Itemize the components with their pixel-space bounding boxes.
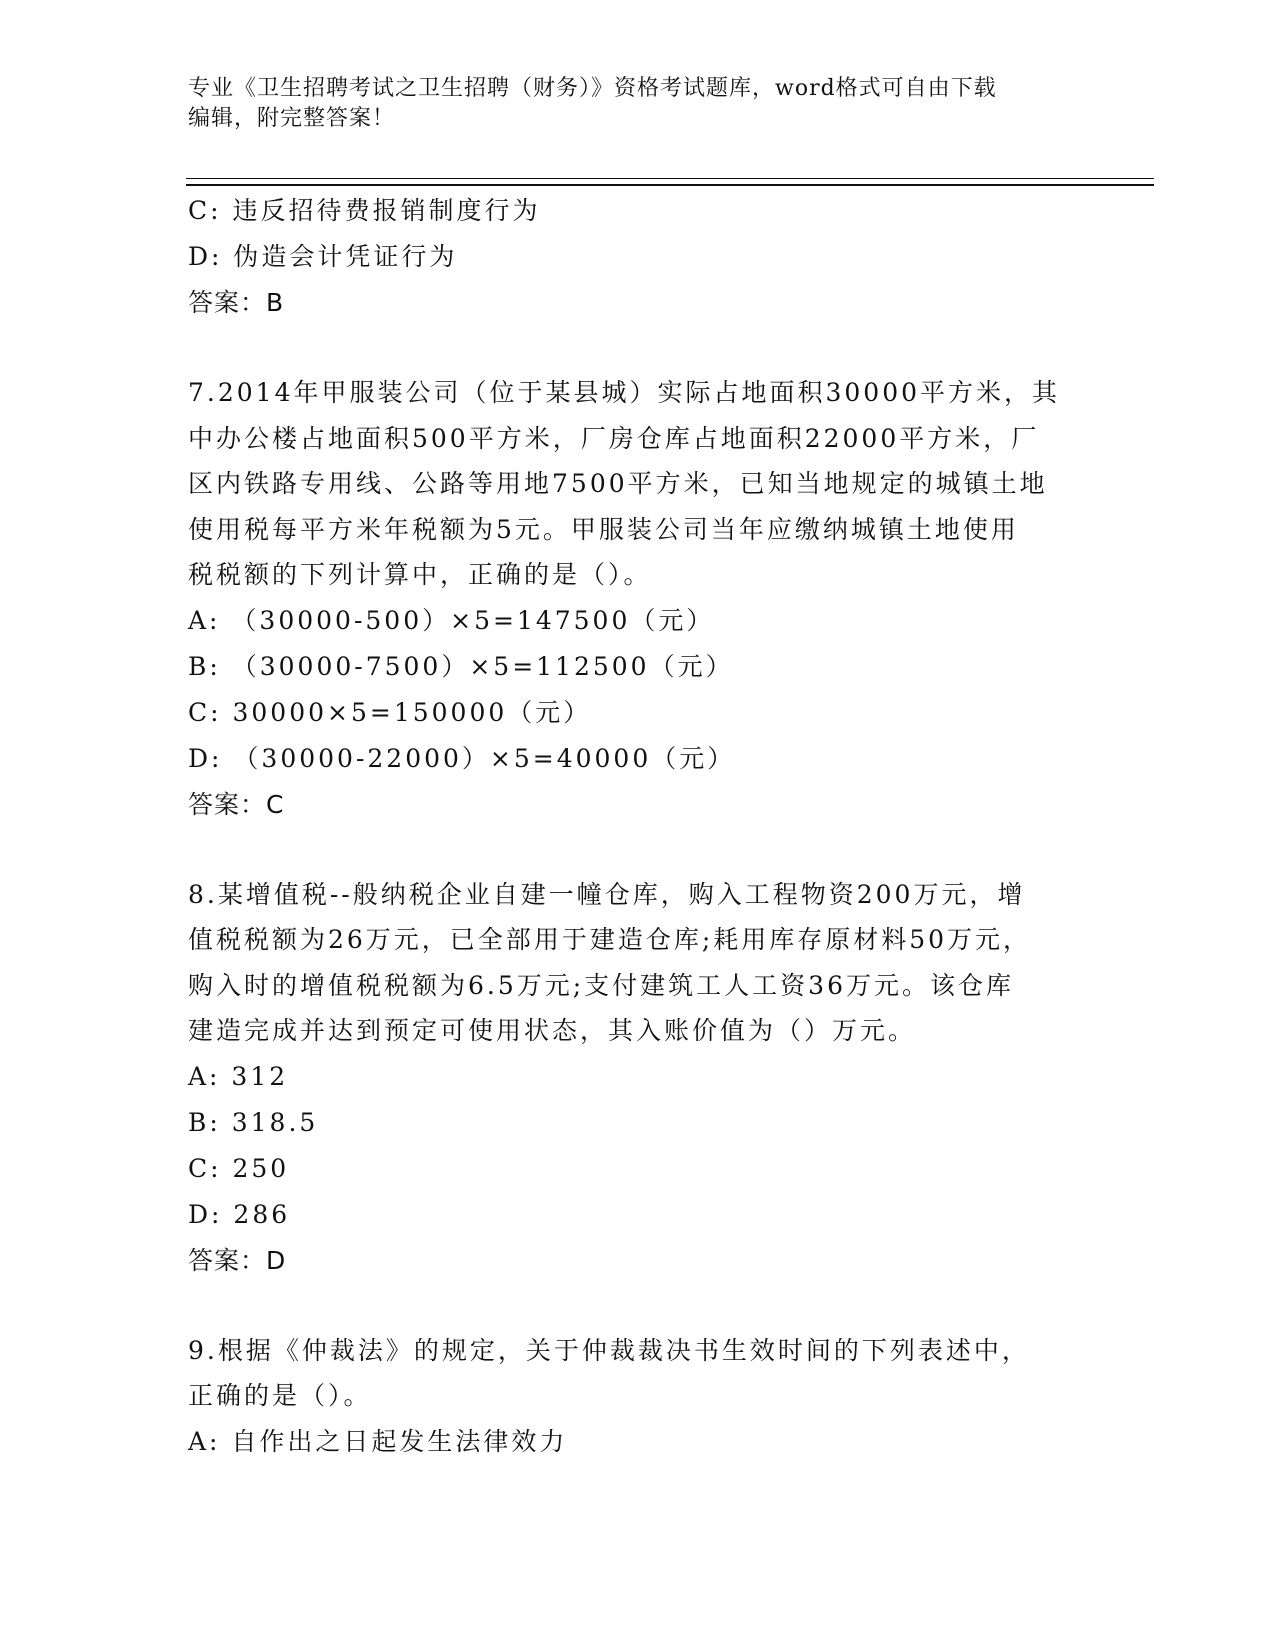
question-7 [188, 370, 1088, 828]
question-text-line: 9.根据《仲裁法》的规定，关于仲裁裁决书生效时间的下列表述中， [188, 1335, 1030, 1365]
question-text-line: 中办公楼占地面积500平方米，厂房仓库占地面积22000平方米，厂 [188, 423, 1040, 453]
header-line-1: 专业《卫生招聘考试之卫生招聘（财务）》资格考试题库，word格式可自由下载 [188, 76, 997, 101]
question-9 [188, 1328, 1088, 1465]
header-divider-thick [186, 184, 1154, 186]
option-b: B: 318.5 [188, 1107, 319, 1137]
question-text-line: 区内铁路专用线、公路等用地7500平方米，已知当地规定的城镇土地 [188, 469, 1048, 498]
question-8 [188, 872, 1088, 1284]
question-text-line: 建造完成并达到预定可使用状态，其入账价值为（）万元。 [188, 1016, 917, 1045]
document-header [188, 74, 1088, 134]
option-a: A: 自作出之日起发生法律效力 [188, 1426, 568, 1456]
option-d: D: （30000-22000）×5=40000（元） [188, 743, 736, 773]
question-text-line: 税税额的下列计算中，正确的是（）。 [188, 560, 652, 589]
option-a: A: （30000-500）×5=147500（元） [188, 605, 715, 635]
option-c: C: 30000×5=150000（元） [188, 697, 592, 727]
question-text-line: 购入时的增值税税额为6.5万元;支付建筑工人工资36万元。该仓库 [188, 970, 1014, 1000]
question-spacer [188, 326, 1088, 370]
answer-label: 答案：C [188, 789, 285, 819]
option-d: D: 伪造会计凭证行为 [188, 242, 458, 271]
answer-label: 答案：B [188, 288, 285, 317]
header-line-2: 编辑，附完整答案！ [188, 106, 396, 131]
header-divider-thin [186, 178, 1154, 179]
question-content [188, 188, 1088, 1465]
option-a: A: 312 [188, 1061, 289, 1091]
question-6-tail [188, 188, 1088, 326]
question-text [188, 370, 1088, 598]
option-d: D: 286 [188, 1199, 291, 1229]
question-spacer [188, 1284, 1088, 1328]
question-text [188, 872, 1088, 1054]
question-text-line: 7.2014年甲服装公司（位于某县城）实际占地面积30000平方米，其 [188, 378, 1061, 407]
question-spacer [188, 828, 1088, 872]
question-text-line: 8.某增值税--般纳税企业自建一幢仓库，购入工程物资200万元，增 [188, 879, 1026, 909]
option-c: C: 250 [188, 1153, 290, 1183]
question-text-line: 使用税每平方米年税额为5元。甲服装公司当年应缴纳城镇土地使用 [188, 514, 1019, 544]
question-text-line: 值税税额为26万元，已全部用于建造仓库;耗用库存原材料50万元， [188, 925, 1032, 954]
question-text-line: 正确的是（）。 [188, 1381, 372, 1410]
option-b: B: （30000-7500）×5=112500（元） [188, 651, 734, 681]
option-c: C: 违反招待费报销制度行为 [188, 196, 541, 225]
answer-label: 答案：D [188, 1245, 287, 1275]
question-text [188, 1328, 1088, 1419]
